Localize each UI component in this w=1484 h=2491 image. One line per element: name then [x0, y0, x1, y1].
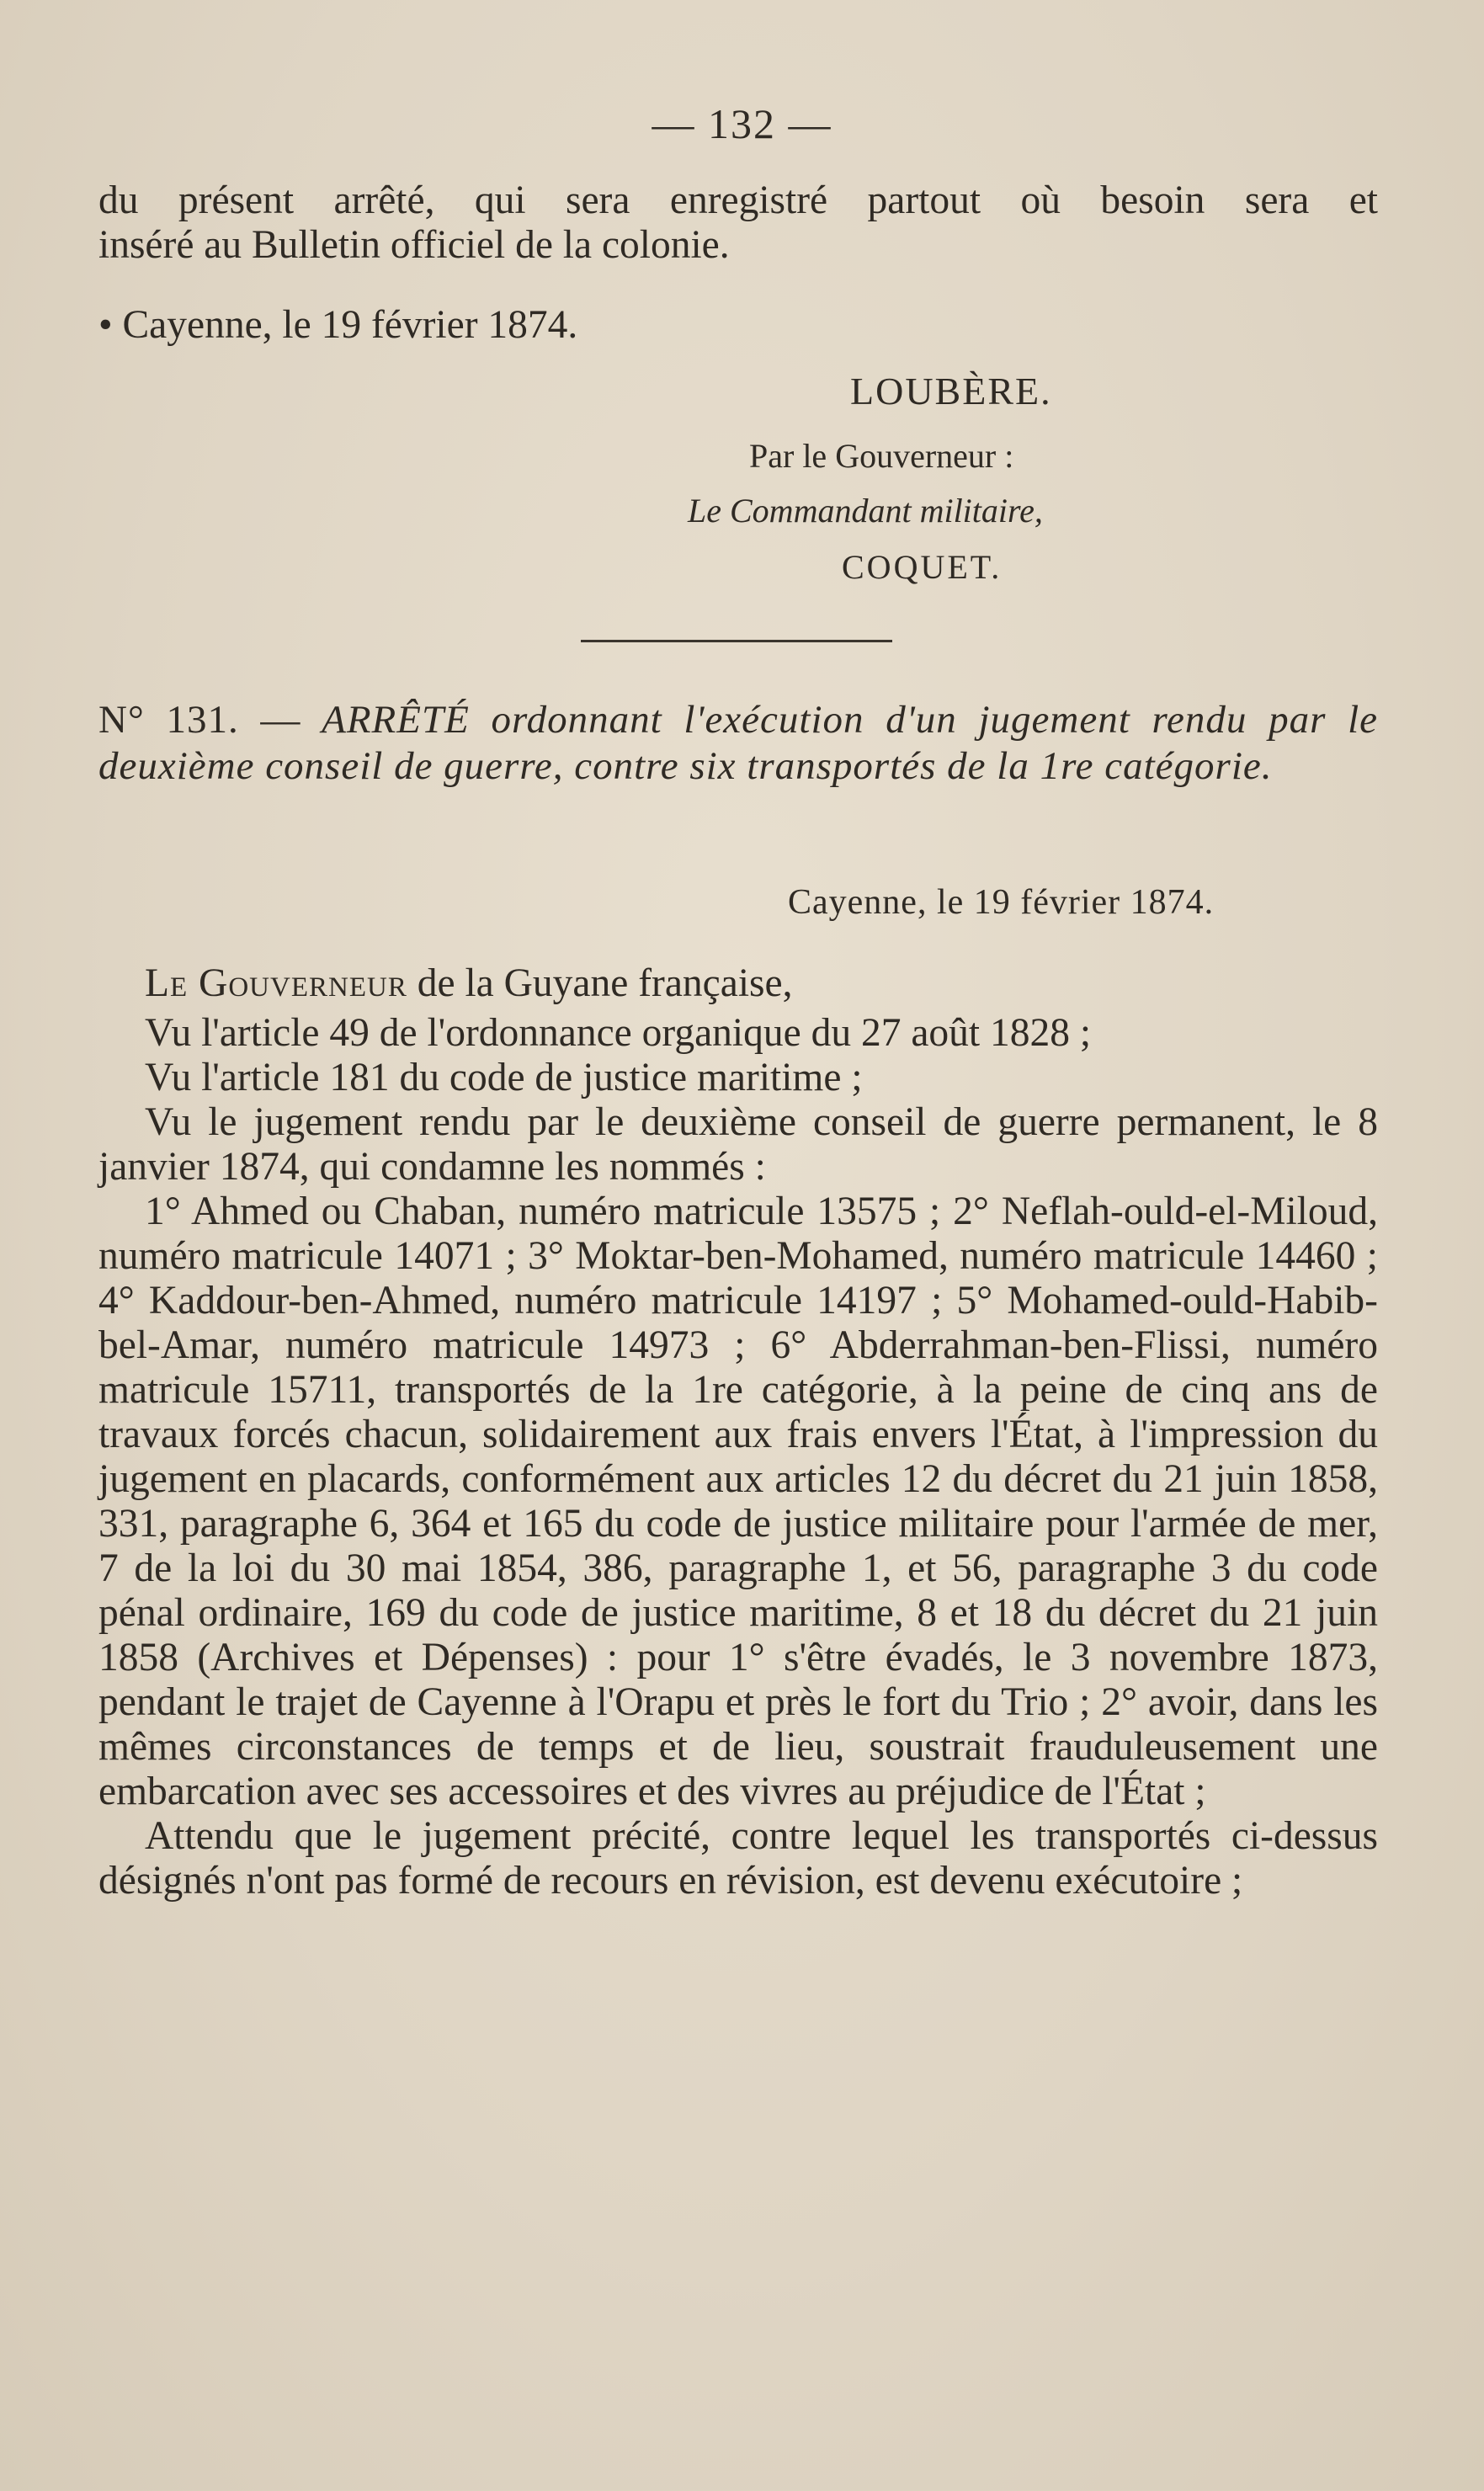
- decree-number: N° 131. —: [98, 698, 301, 742]
- decree-body: [98, 961, 1378, 1903]
- attendu-paragraph: Attendu que le jugement précité, contre lequel les transportés ci-dessus désignés n'ont pas formé de recours en révision, est devenu exécutoire ;: [98, 1814, 1378, 1903]
- signature-name: LOUBÈRE.: [850, 370, 1052, 413]
- intro-paragraph: [98, 178, 1378, 268]
- signature-title: Le Commandant militaire,: [688, 492, 1043, 530]
- governor-caps: Le Gouverneur: [145, 961, 407, 1005]
- place-date: • Cayenne, le 19 février 1874.: [98, 303, 578, 347]
- section-divider: [581, 640, 892, 642]
- decree-date: Cayenne, le 19 février 1874.: [788, 883, 1215, 922]
- signature-by: Par le Gouverneur :: [749, 437, 1014, 475]
- decree-heading: [98, 697, 1378, 790]
- signature-name-2: COQUET.: [842, 548, 1003, 586]
- vu-paragraph-3: Vu le jugement rendu par le deuxième conseil de guerre permanent, le 8 janvier 1874, qui condamne les nommés :: [98, 1100, 1378, 1189]
- decree-title: ARRÊTÉ ordonnant l'exécution d'un jugement rendu par le deuxième conseil de guerre, contre six transportés de la 1re catégorie.: [98, 698, 1378, 788]
- intro-line-1: du présent arrêté, qui sera enregistré partout où besoin sera et: [98, 178, 1378, 222]
- page-number: — 132 —: [652, 100, 832, 147]
- condemned-list-paragraph: 1° Ahmed ou Chaban, numéro matricule 13575 ; 2° Neflah-ould-el-Miloud, numéro matricule 14071 ; 3° Moktar-ben-Mohamed, numéro matricule 14460 ; 4° Kaddour-ben-Ahmed, numéro matricule 14197 ; 5° Mohamed-ould-Habib-bel-Amar, numéro matricule 14973 ; 6° Abderrahman-ben-Flissi, numéro matricule 15711, transportés de la 1re catégorie, à la peine de cinq ans de travaux forcés chacun, solidairement aux frais envers l'État, à l'impression du jugement en placards, conformément aux articles 12 du décret du 21 juin 1858, 331, paragraphe 6, 364 et 165 du code de justice militaire pour l'armée de mer, 7 de la loi du 30 mai 1854, 386, paragraphe 1, et 56, paragraphe 3 du code pénal ordinaire, 169 du code de justice maritime, 8 et 18 du décret du 21 juin 1858 (Archives et Dépenses) : pour 1° s'être évadés, le 3 novembre 1873, pendant le trajet de Cayenne à l'Orapu et près le fort du Trio ; 2° avoir, dans les mêmes circonstances de temps et de lieu, soustrait frauduleusement une embarcation avec ses accessoires et des vivres au préjudice de l'État ;: [98, 1190, 1378, 1813]
- intro-line-2: inséré au Bulletin officiel de la colonie.: [98, 223, 730, 267]
- governor-rest: de la Guyane française,: [407, 961, 793, 1005]
- vu-paragraph-1: Vu l'article 49 de l'ordonnance organique du 27 août 1828 ;: [145, 1011, 1092, 1055]
- vu-paragraph-2: Vu l'article 181 du code de justice maritime ;: [145, 1056, 863, 1099]
- governor-line: [98, 961, 1378, 1006]
